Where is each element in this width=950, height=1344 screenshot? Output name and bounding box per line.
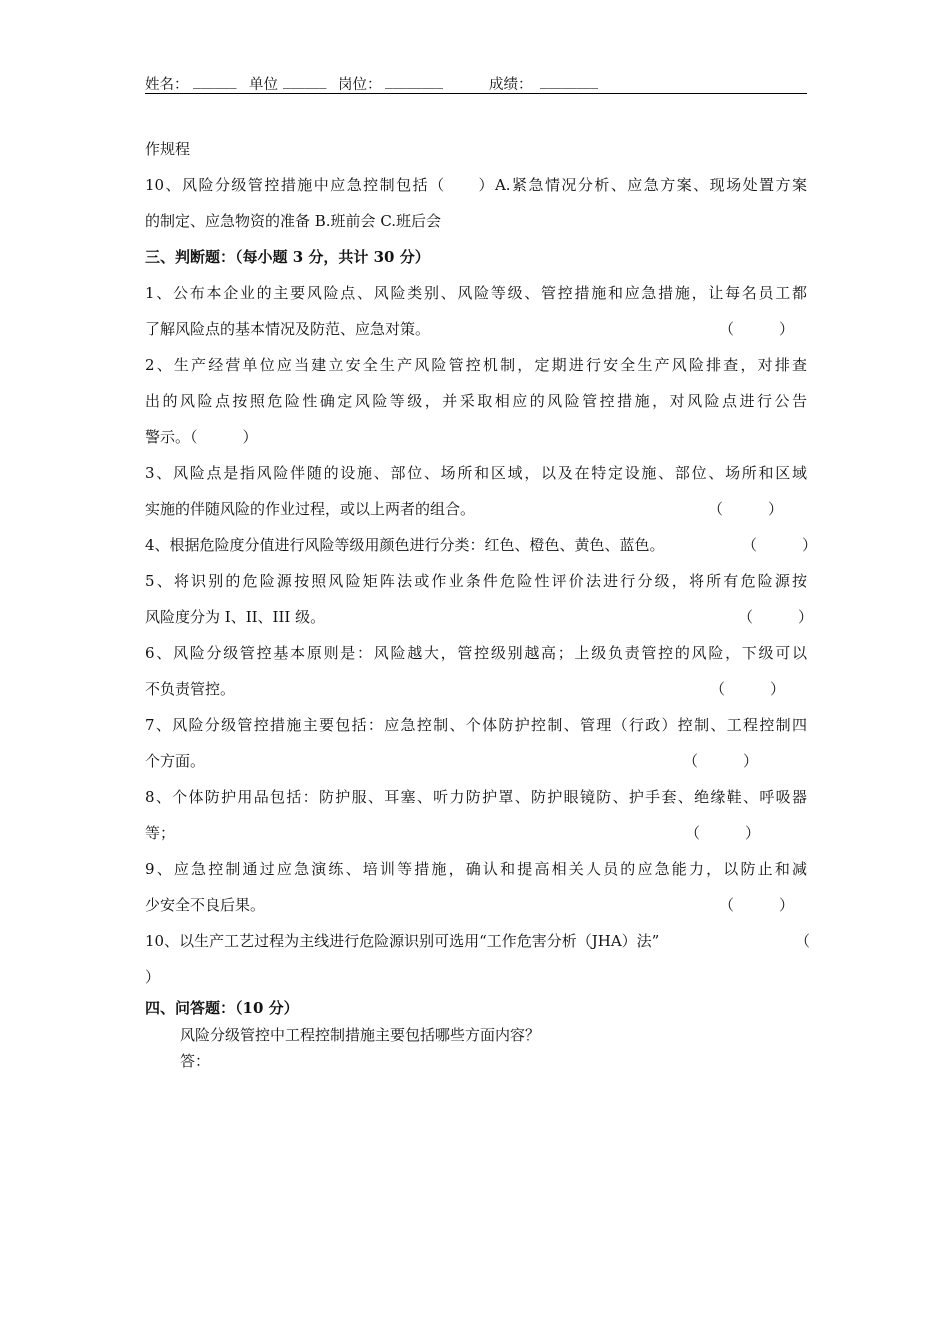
q9-answer-paren[interactable]: （ ） <box>719 896 795 914</box>
unit-field[interactable]: ______ <box>283 73 327 89</box>
q2-line3[interactable]: 警示。（ ） <box>145 428 258 446</box>
q5-answer-paren[interactable]: （ ） <box>738 608 814 626</box>
q4-text: 4、根据危险度分值进行风险等级用颜色进行分类：红色、橙色、黄色、蓝色。 <box>145 536 665 554</box>
q9-line2 <box>145 894 807 930</box>
q5-line2 <box>145 606 814 642</box>
q10-line2[interactable]: ） <box>145 968 161 986</box>
q4-line1 <box>145 534 818 570</box>
mc10-line1: 10、风险分级管控措施中应急控制包括（ ）A.紧急情况分析、应急方案、现场处置方案 <box>145 176 807 194</box>
q5-line1: 5、将识别的危险源按照风险矩阵法或作业条件危险性评价法进行分级，将所有危险源按 <box>145 572 807 590</box>
q1-line2 <box>145 318 807 354</box>
q8-answer-paren[interactable]: （ ） <box>685 824 761 842</box>
q6-line1: 6、风险分级管控基本原则是：风险越大，管控级别越高；上级负责管控的风险，下级可以 <box>145 644 807 662</box>
q2-line2: 出的风险点按照危险性确定风险等级，并采取相应的风险管控措施，对风险点进行公告 <box>145 392 807 410</box>
q6-text: 不负责管控。 <box>145 680 236 698</box>
q7-line1: 7、风险分级管控措施主要包括：应急控制、个体防护控制、管理（行政）控制、工程控制四 <box>145 716 807 734</box>
name-field[interactable]: ______ <box>193 73 237 89</box>
q1-answer-paren[interactable]: （ ） <box>719 320 795 338</box>
q3-line1: 3、风险点是指风险伴随的设施、部位、场所和区域，以及在特定设施、部位、场所和区域 <box>145 464 807 482</box>
q8-text: 等； <box>145 824 176 842</box>
mc10-line2: 的制定、应急物资的准备 B.班前会 C.班后会 <box>145 212 442 230</box>
section4-title: 四、问答题：（10 分） <box>145 999 299 1017</box>
q10-line1 <box>145 930 811 966</box>
continuation-text: 作规程 <box>145 140 191 158</box>
q4-answer-paren[interactable]: （ ） <box>742 536 818 554</box>
q7-answer-paren[interactable]: （ ） <box>683 752 759 770</box>
q3-text: 实施的伴随风险的作业过程，或以上两者的组合。 <box>145 500 476 518</box>
q7-line2 <box>145 750 807 786</box>
q9-line1: 9、应急控制通过应急演练、培训等措施，确认和提高相关人员的应急能力，以防止和减 <box>145 860 807 878</box>
q3-answer-paren[interactable]: （ ） <box>708 500 784 518</box>
q9-text: 少安全不良后果。 <box>145 896 266 914</box>
q5-text: 风险度分为 I、II、III 级。 <box>145 608 326 626</box>
section3-title: 三、判断题：（每小题 3 分，共计 30 分） <box>145 248 430 266</box>
q1-text: 了解风险点的基本情况及防范、应急对策。 <box>145 320 431 338</box>
q10-answer-paren-open[interactable]: （ <box>795 932 811 950</box>
q10-text: 10、以生产工艺过程为主线进行危险源识别可选用“工作危害分析（JHA）法” <box>145 932 660 950</box>
answer-label: 答： <box>180 1052 211 1070</box>
q3-line2 <box>145 498 807 534</box>
q6-answer-paren[interactable]: （ ） <box>710 680 786 698</box>
unit-label: 单位 <box>249 77 278 93</box>
q6-line2 <box>145 678 807 714</box>
q2-line1: 2、生产经营单位应当建立安全生产风险管控机制，定期进行安全生产风险排查，对排查 <box>145 356 807 374</box>
q7-text: 个方面。 <box>145 752 206 770</box>
q8-line1: 8、个体防护用品包括：防护服、耳塞、听力防护罩、防护眼镜防、护手套、绝缘鞋、呼吸器 <box>145 788 807 806</box>
name-label: 姓名： <box>145 77 189 93</box>
position-label: 岗位： <box>338 77 382 93</box>
q8-line2 <box>145 822 807 858</box>
score-label: 成绩： <box>489 77 533 93</box>
position-field[interactable]: ________ <box>385 73 443 89</box>
section4-question: 风险分级管控中工程控制措施主要包括哪些方面内容？ <box>180 1026 541 1044</box>
score-field[interactable]: ________ <box>540 73 598 89</box>
q1-line1: 1、公布本企业的主要风险点、风险类别、风险等级、管控措施和应急措施，让每名员工都 <box>145 284 807 302</box>
exam-header <box>145 72 807 94</box>
exam-body <box>145 138 818 994</box>
